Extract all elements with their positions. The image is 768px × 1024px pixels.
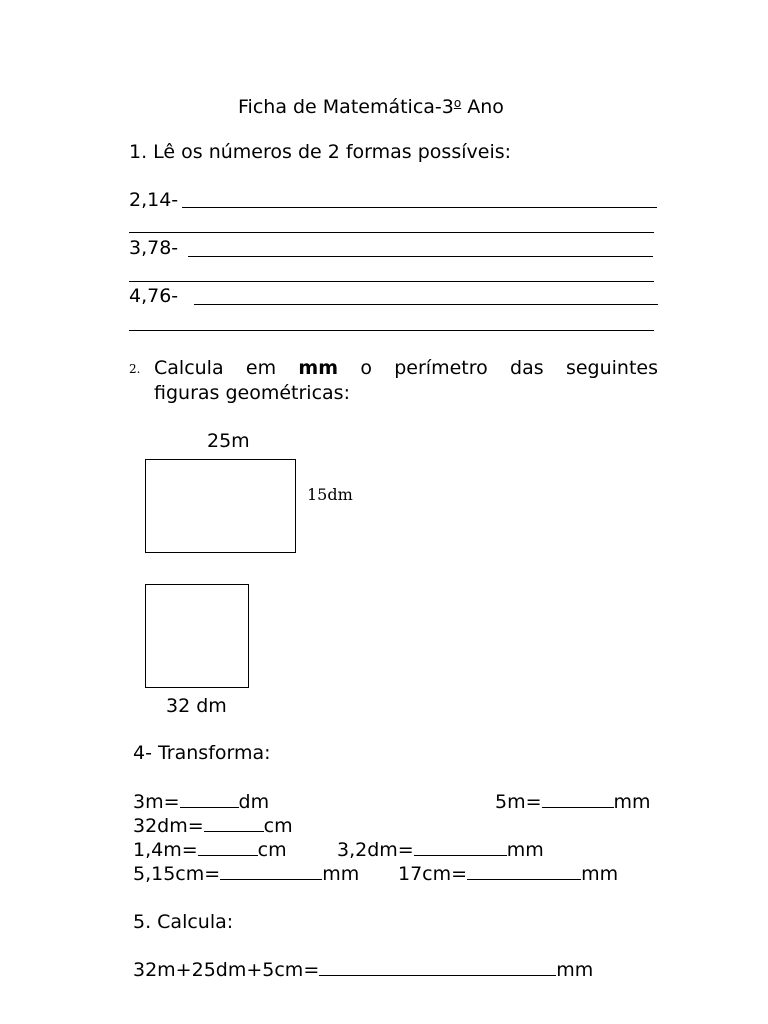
q4-prefix: 17cm= — [398, 863, 468, 885]
q1-item-2-label: 3,78- — [129, 237, 179, 259]
square-figure — [145, 584, 249, 688]
q4-suffix: mm — [613, 791, 651, 813]
q5-prefix: 32m+25dm+5cm= — [133, 959, 320, 981]
q4-row-3-right — [337, 838, 544, 862]
q1-item-2-answer-line-2 — [129, 281, 654, 282]
question-4-heading: 4- Transforma: — [133, 742, 271, 764]
q4-prefix: 5m= — [495, 791, 542, 813]
q4-suffix: cm — [263, 815, 293, 837]
q4-suffix: mm — [322, 863, 360, 885]
rectangle-top-label: 25m — [207, 430, 250, 452]
q4-row-3-left — [133, 838, 287, 862]
q4-prefix: 32dm= — [133, 815, 204, 837]
q4-blank — [198, 838, 258, 856]
q4-row-1-left — [133, 790, 269, 814]
rectangle-side-label: 15dm — [307, 485, 353, 504]
q5-expression — [133, 958, 593, 982]
q4-suffix: mm — [581, 863, 619, 885]
q2-word: Calcula — [154, 357, 224, 379]
q1-item-3-answer-line-2 — [129, 330, 654, 331]
q4-blank — [204, 814, 264, 832]
q4-row-2 — [133, 814, 293, 838]
q2-unit-bold: mm — [298, 357, 339, 379]
q4-prefix: 3,2dm= — [337, 839, 414, 861]
q1-item-3-label: 4,76- — [129, 285, 179, 307]
q1-item-3-answer-line — [194, 304, 658, 305]
q2-word: das — [510, 357, 544, 379]
q4-suffix: mm — [506, 839, 544, 861]
question-2-line-2: figuras geométricas: — [154, 382, 350, 404]
q4-prefix: 3m= — [133, 791, 180, 813]
q4-prefix: 1,4m= — [133, 839, 198, 861]
q2-word: seguintes — [565, 357, 659, 379]
q1-item-2-answer-line — [188, 256, 653, 257]
page-title — [238, 91, 504, 119]
q4-blank — [542, 790, 614, 808]
q5-blank — [319, 958, 556, 976]
question-5-heading: 5. Calcula: — [133, 911, 234, 933]
q4-row-1-right — [495, 790, 651, 814]
question-2-line-1 — [154, 356, 658, 380]
q5-suffix: mm — [556, 959, 594, 981]
question-1-heading: 1. Lê os números de 2 formas possíveis: — [129, 141, 512, 163]
question-2-number: 2. — [129, 362, 141, 376]
q4-row-4-right — [398, 862, 618, 886]
q4-suffix: dm — [238, 791, 270, 813]
q2-word: em — [245, 357, 277, 379]
square-label: 32 dm — [166, 695, 227, 717]
q4-row-4-left — [133, 862, 359, 886]
title-text: Ficha de Matemática-3 — [238, 96, 454, 118]
q4-blank — [220, 862, 322, 880]
q2-word: perímetro — [394, 357, 488, 379]
q4-blank — [414, 838, 507, 856]
q4-blank — [180, 790, 239, 808]
title-end: Ano — [461, 96, 504, 118]
q2-word: o — [360, 357, 372, 379]
q1-item-1-answer-line — [182, 207, 657, 208]
q4-blank — [467, 862, 581, 880]
rectangle-figure — [145, 459, 296, 553]
q4-suffix: cm — [257, 839, 287, 861]
q4-prefix: 5,15cm= — [133, 863, 221, 885]
q1-item-1-label: 2,14- — [129, 189, 179, 211]
q1-item-1-answer-line-2 — [129, 232, 654, 233]
title-superscript: o — [453, 96, 462, 110]
